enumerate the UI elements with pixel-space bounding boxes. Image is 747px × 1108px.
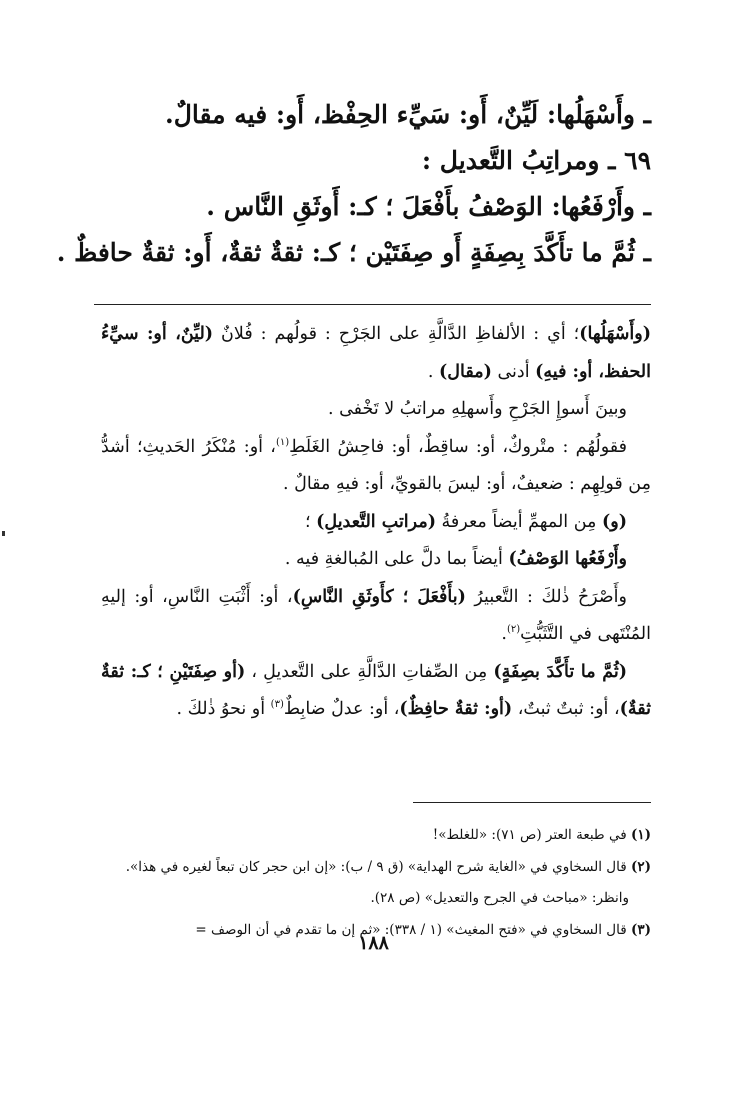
- matn-quote: (أو صِفَتَيْنِ ؛ كـ: ثقةٌ ثقةٌ): [101, 661, 651, 719]
- matn-quote: (مقال): [439, 361, 492, 382]
- matn-line: ٦٩ ـ ومراتِبُ التَّعديل :: [421, 146, 651, 175]
- footnote-ref: (١): [275, 436, 290, 448]
- commentary: [101, 316, 651, 729]
- matn-quote: (وأَسْهَلُها): [579, 324, 651, 344]
- main-divider: [94, 304, 651, 305]
- commentary-text: وأَصْرَحُ ذٰلكَ : التَّعبيرُ: [465, 586, 627, 607]
- page-number: ١٨٨: [358, 932, 389, 954]
- commentary-paragraph: [101, 541, 651, 579]
- commentary-text: .: [427, 361, 440, 382]
- footnote-number: (١): [630, 827, 651, 843]
- matn-line: ـ وأَسْهَلُها: لَيِّنٌ، أَو: سَيِّء الحِفْظ، أَو: فيه مقالٌ.: [165, 100, 651, 129]
- commentary-text: مِن الصِّفاتِ الدَّالَّةِ على التَّعديلِ ،: [245, 661, 494, 682]
- commentary-paragraph: [101, 504, 651, 542]
- matn-quote: (ثُمَّ ما تأَكَّدَ بصِفَةٍ): [493, 661, 627, 682]
- footnote-text: في طبعة العتر (ص ٧١): «للغلط»!: [432, 827, 631, 843]
- commentary-text: أدنى: [491, 361, 536, 382]
- matn-line: ـ وأَرْفَعُها: الوَصْفُ بأَفْعَلَ ؛ كـ: أَوثَقِ النَّاس .: [206, 192, 651, 221]
- matn-quote: (بأَفْعَلَ ؛ كأَوثَقِ النَّاسِ): [292, 586, 466, 607]
- commentary-text: ، أو: عدلٌ ضابِطٌ: [283, 699, 400, 719]
- commentary-paragraph: [101, 316, 651, 391]
- footnote-number: (٣): [630, 921, 651, 938]
- footnote-text: قال السخاوي في «فتح المغيث» (١ / ٣٣٨): «ثم إن ما تقدم في أن الوصف =: [195, 921, 631, 938]
- footnote: [101, 820, 651, 852]
- commentary-text: ؛ أي : الألفاظِ الدَّالَّةِ على الجَرْحِ : قولُهم : فُلانٌ: [213, 324, 580, 344]
- footnotes: [101, 820, 651, 946]
- margin-mark: [2, 531, 5, 536]
- footnote-ref: (٣): [270, 699, 284, 711]
- matn-quote: وأَرْفَعُها الوَصْفُ): [508, 549, 627, 569]
- commentary-text: ، أو: مُنْكَرُ الحَديثِ؛ أشدُّ مِن قولِهِم : ضعيفٌ، أو: ليسَ بالقويِّ، أو: فيهِ مقالٌ .: [101, 436, 651, 494]
- matn-quote: (و): [601, 511, 627, 532]
- commentary-paragraph: [101, 579, 651, 654]
- commentary-text: أو نحوُ ذٰلكَ .: [176, 699, 271, 719]
- footnote-text: وانظر: «مباحث في الجرح والتعديل» (ص ٢٨).: [370, 890, 629, 906]
- commentary-text: ؛: [305, 511, 317, 532]
- commentary-text: ، أو: أَثْبَتِ النَّاسِ، أو: إليهِ المُنْتَهى في التَّثَبُّتِ: [101, 586, 651, 644]
- commentary-text: فقولُهُم : متْروكٌ، أو: ساقِطٌ، أو: فاحِشُ الغَلَطِ: [289, 436, 627, 457]
- commentary-paragraph: [101, 429, 651, 504]
- commentary-text: ، أو: ثبتٌ ثبتٌ،: [512, 699, 620, 719]
- matn-line: ـ ثُمَّ ما تأَكَّدَ بِصِفَةٍ أَو صِفَتَيْن ؛ كـ: ثقةٌ ثقةٌ، أَو: ثقةٌ حافظٌ .: [56, 238, 651, 267]
- commentary-text: أيضاً بما دلَّ على المُبالغةِ فيه .: [284, 549, 509, 569]
- commentary-text: مِن المهمِّ أيضاً معرفةُ: [435, 511, 602, 532]
- matn-verses: [56, 92, 651, 276]
- matn-quote: (ليِّنٌ، أو: سيِّءُ الحفظ، أو: فيهِ): [101, 324, 651, 382]
- footnote-text: قال السخاوي في «الغاية شرح الهداية» (ق ٩ / ب): «إن ابن حجر كان تبعاً لغيره في هذا».: [125, 858, 631, 875]
- footnote-number: (٢): [630, 858, 651, 875]
- commentary-paragraph: [101, 391, 651, 429]
- footnote-ref: (٢): [506, 624, 521, 636]
- matn-quote: (أو: ثقةٌ حافِظٌ): [399, 699, 513, 719]
- footnote: [101, 852, 651, 884]
- commentary-paragraph: [101, 654, 651, 729]
- footnote-divider: [413, 802, 651, 803]
- matn-quote: (مراتبِ التَّعديلِ): [316, 511, 436, 532]
- footnote: [101, 883, 651, 915]
- commentary-text: وبينَ أَسوإِ الجَرْحِ وأَسهلِهِ مراتبُ لا تَخْفى .: [327, 399, 627, 419]
- commentary-text: .: [501, 624, 507, 644]
